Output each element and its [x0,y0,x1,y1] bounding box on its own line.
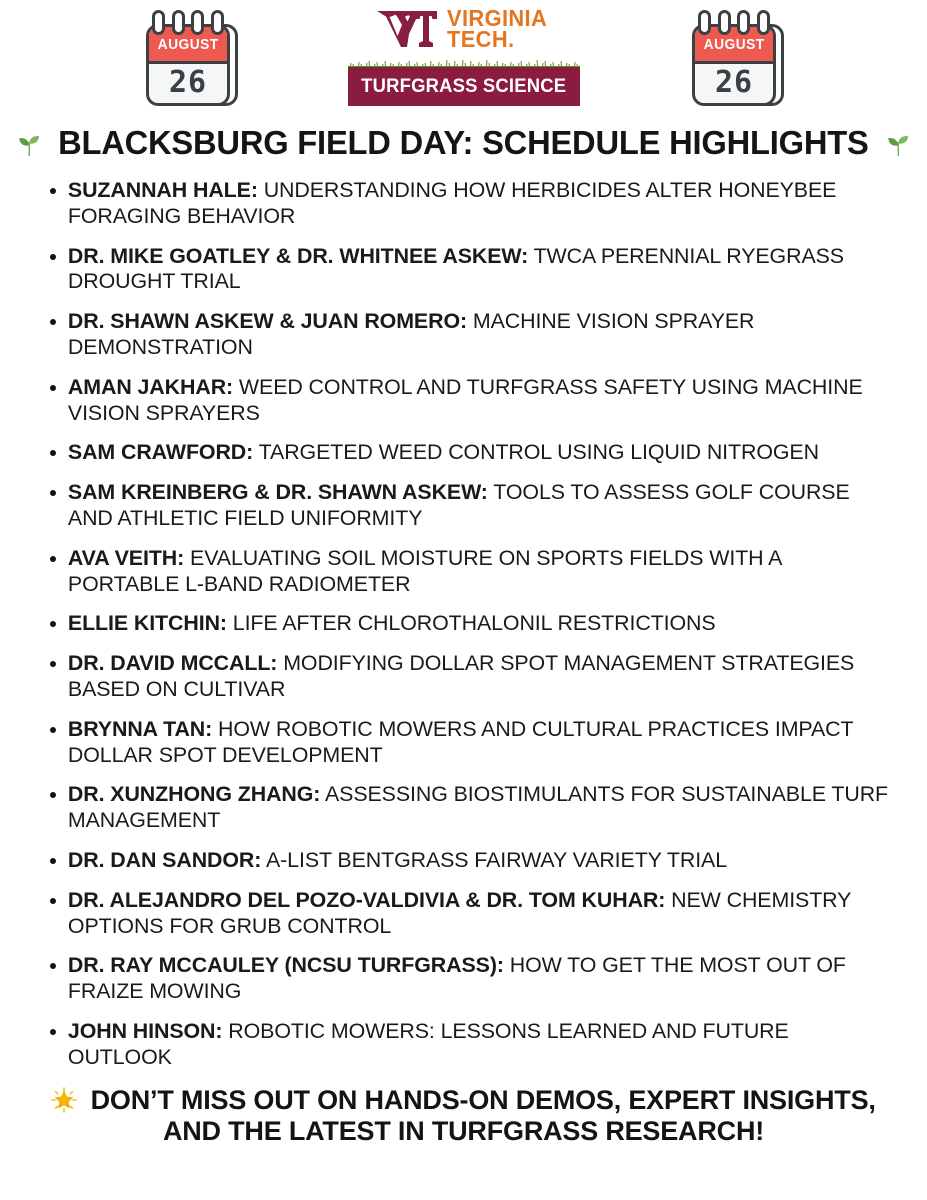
schedule-item [48,1019,893,1071]
calendar-day-number: 26 [714,64,754,100]
footer-line-1: DON’T MISS OUT ON HANDS-ON DEMOS, EXPERT INSIGHTS, [90,1084,876,1115]
header [0,0,927,118]
footer-callout [0,1085,927,1147]
page-title: BLACKSBURG FIELD DAY: SCHEDULE HIGHLIGHTS [58,124,869,161]
schedule-item-speaker: DR. XUNZHONG ZHANG: [67,782,321,807]
schedule-item-topic: TWCA PERENNIAL RYEGRASS DROUGHT TRIAL [67,243,844,294]
seedling-icon [885,129,911,157]
schedule-item [48,546,893,598]
turfgrass-science-label: TURFGRASS SCIENCE [361,75,567,97]
schedule-item-topic: NEW CHEMISTRY OPTIONS FOR GRUB CONTROL [67,887,851,938]
schedule-item [48,244,893,296]
calendar-rings [152,10,224,36]
schedule-item [48,953,893,1005]
schedule-item-speaker: AMAN JAKHAR: [67,374,234,399]
schedule-item [48,480,893,532]
calendar-ring-icon [152,10,165,35]
turfgrass-science-label-bar [348,67,580,106]
glowing-star-icon [51,1087,77,1113]
calendar-ring-icon [718,10,731,35]
virginia-tech-vt-logo-icon [376,8,438,50]
schedule-item-topic: UNDERSTANDING HOW HERBICIDES ALTER HONEYBEE FORAGING BEHAVIOR [67,178,837,228]
turfgrass-science-banner [348,58,580,106]
page-title-row [0,124,927,162]
calendar-ring-icon [172,10,185,35]
virginia-tech-logo [348,4,580,54]
schedule-item-topic: MODIFYING DOLLAR SPOT MANAGEMENT STRATEGIES BASED ON CULTIVAR [67,651,855,701]
schedule-item-speaker: SUZANNAH HALE: [67,178,258,202]
schedule-item-speaker: DR. DAVID MCCALL: [67,651,278,676]
calendar-front-page [146,24,230,106]
calendar-rings [698,10,770,36]
footer-line-1-wrap [34,1085,893,1116]
calendar-month-label: AUGUST [703,35,765,53]
calendar-ring-icon [757,10,770,35]
calendar-front-page [692,24,776,106]
schedule-item-speaker: SAM KREINBERG & DR. SHAWN ASKEW: [67,480,488,505]
schedule-item-speaker: SAM CRAWFORD: [67,440,254,465]
schedule-item-topic: A-LIST BENTGRASS FAIRWAY VARIETY TRIAL [261,847,728,872]
schedule-item [48,611,893,637]
schedule-item-speaker: DR. ALEJANDRO DEL POZO-VALDIVIA & DR. TOM KUHAR: [67,887,666,912]
schedule-item-topic: EVALUATING SOIL MOISTURE ON SPORTS FIELDS WITH A PORTABLE L-BAND RADIOMETER [67,545,782,596]
calendar-ring-icon [737,10,750,35]
schedule-item-topic: HOW TO GET THE MOST OUT OF FRAIZE MOWING [67,953,846,1004]
calendar-month-label: AUGUST [157,35,219,53]
calendar-ring-icon [698,10,711,35]
schedule-item-speaker: BRYNNA TAN: [67,716,213,741]
schedule-item-speaker: DR. SHAWN ASKEW & JUAN ROMERO: [67,309,468,334]
schedule-item-topic: WEED CONTROL AND TURFGRASS SAFETY USING MACHINE VISION SPRAYERS [67,374,863,425]
schedule-item-topic: TOOLS TO ASSESS GOLF COURSE AND ATHLETIC FIELD UNIFORMITY [67,480,850,530]
schedule-item-speaker: AVA VEITH: [67,545,185,570]
schedule-item-topic: ROBOTIC MOWERS: LESSONS LEARNED AND FUTURE OUTLOOK [67,1018,789,1069]
schedule-item [48,651,893,703]
brand-name-line1: VIRGINIA [446,4,547,31]
schedule-item [48,440,893,466]
schedule-item [48,848,893,874]
schedule-item-topic: ASSESSING BIOSTIMULANTS FOR SUSTAINABLE TURF MANAGEMENT [67,782,889,833]
schedule-item [48,178,893,230]
calendar-day-number: 26 [168,64,208,100]
schedule-item-topic: TARGETED WEED CONTROL USING LIQUID NITROGEN [253,440,819,465]
calendar-icon-left [144,8,240,108]
schedule-item-topic: LIFE AFTER CHLOROTHALONIL RESTRICTIONS [226,611,716,636]
schedule-item-topic: HOW ROBOTIC MOWERS AND CULTURAL PRACTICES IMPACT DOLLAR SPOT DEVELOPMENT [67,716,854,767]
seedling-icon [16,129,42,157]
schedule-item-topic: MACHINE VISION SPRAYER DEMONSTRATION [67,309,755,359]
schedule-item-speaker: JOHN HINSON: [67,1018,223,1043]
schedule-item [48,782,893,834]
footer-line-2: AND THE LATEST IN TURFGRASS RESEARCH! [162,1115,765,1146]
calendar-icon-right [690,8,786,108]
calendar-ring-icon [211,10,224,35]
schedule-item [48,717,893,769]
schedule-item-speaker: DR. DAN SANDOR: [67,847,262,872]
schedule-item [48,375,893,427]
calendar-ring-icon [191,10,204,35]
brand-name-line2: TECH. [446,26,515,52]
virginia-tech-brand-block [348,4,580,106]
schedule-item-speaker: ELLIE KITCHIN: [67,611,227,636]
schedule-item [48,888,893,940]
schedule-list [0,178,927,1071]
schedule-item-speaker: DR. MIKE GOATLEY & DR. WHITNEE ASKEW: [67,243,529,268]
virginia-tech-wordmark [446,4,552,52]
schedule-item-speaker: DR. RAY MCCAULEY (NCSU TURFGRASS): [67,953,504,978]
schedule-item [48,309,893,361]
